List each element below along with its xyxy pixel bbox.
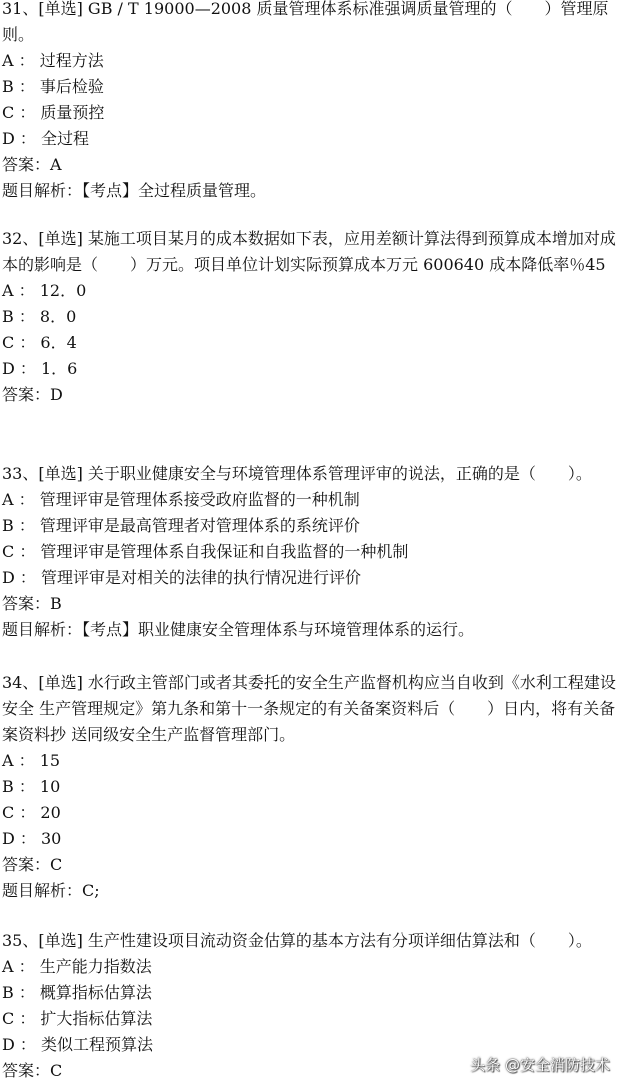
answer-text: 答案：A [2, 155, 62, 174]
option-b: B ： 管理评审是最高管理者对管理体系的系统评价 [2, 516, 360, 535]
analysis-text: 题目解析：【考点】职业健康安全管理体系与环境管理体系的运行。 [2, 620, 475, 639]
option-d: D ： 管理评审是对相关的法律的执行情况进行评价 [2, 568, 362, 587]
question-stem: 35、[单选] 生产性建设项目流动资金估算的基本方法有分项详细估算法和（ ）。 [2, 931, 592, 950]
question-stem: 32、[单选] 某施工项目某月的成本数据如下表，应用差额计算法得到预算成本增加对成本的影响是（ ）万元。项目单位计划实际预算成本万元 600640 成本降低率％45 [2, 229, 616, 274]
option-b: B ： 概算指标估算法 [2, 983, 152, 1002]
question-stem: 31、[单选] GB / T 19000—2008 质量管理体系标准强调质量管理的（ ）管理原则。 [2, 0, 609, 44]
question-32 [0, 226, 620, 408]
analysis-text: 题目解析：C; [2, 881, 100, 900]
option-a: A ： 12．0 [2, 281, 87, 300]
option-c: C ： 管理评审是管理体系自我保证和自我监督的一种机制 [2, 542, 409, 561]
answer-text: 答案：B [2, 594, 62, 613]
question-31 [0, 0, 620, 204]
option-a: A ： 15 [2, 751, 61, 770]
option-b: B ： 10 [2, 777, 61, 796]
question-stem: 33、[单选] 关于职业健康安全与环境管理体系管理评审的说法，正确的是（ ）。 [2, 464, 592, 483]
option-c: C ： 扩大指标估算法 [2, 1009, 153, 1028]
option-c: C ： 6．4 [2, 333, 77, 352]
answer-text: 答案：D [2, 385, 63, 404]
answer-text: 答案：C [2, 1061, 63, 1080]
option-b: B ： 事后检验 [2, 77, 104, 96]
option-d: D ： 全过程 [2, 129, 90, 148]
option-d: D ： 30 [2, 829, 62, 848]
watermark-text: 头条 @安全消防技术 [470, 1056, 610, 1074]
analysis-text: 题目解析：【考点】全过程质量管理。 [2, 181, 267, 200]
option-c: C ： 质量预控 [2, 103, 105, 122]
question-34 [0, 670, 620, 904]
option-a: A ： 过程方法 [2, 51, 104, 70]
option-d: D ： 类似工程预算法 [2, 1035, 154, 1054]
option-a: A ： 生产能力指数法 [2, 957, 152, 976]
option-d: D ： 1．6 [2, 359, 78, 378]
option-b: B ： 8．0 [2, 307, 77, 326]
answer-text: 答案：C [2, 855, 63, 874]
question-stem: 34、[单选] 水行政主管部门或者其委托的安全生产监督机构应当自收到《水利工程建设安全 生产管理规定》第九条和第十一条规定的有关备案资料后（ ）日内，将有关备案资料抄 送同级安全生产监督管理部门。 [2, 673, 616, 744]
option-c: C ： 20 [2, 803, 61, 822]
option-a: A ： 管理评审是管理体系接受政府监督的一种机制 [2, 490, 360, 509]
question-33 [0, 461, 620, 643]
